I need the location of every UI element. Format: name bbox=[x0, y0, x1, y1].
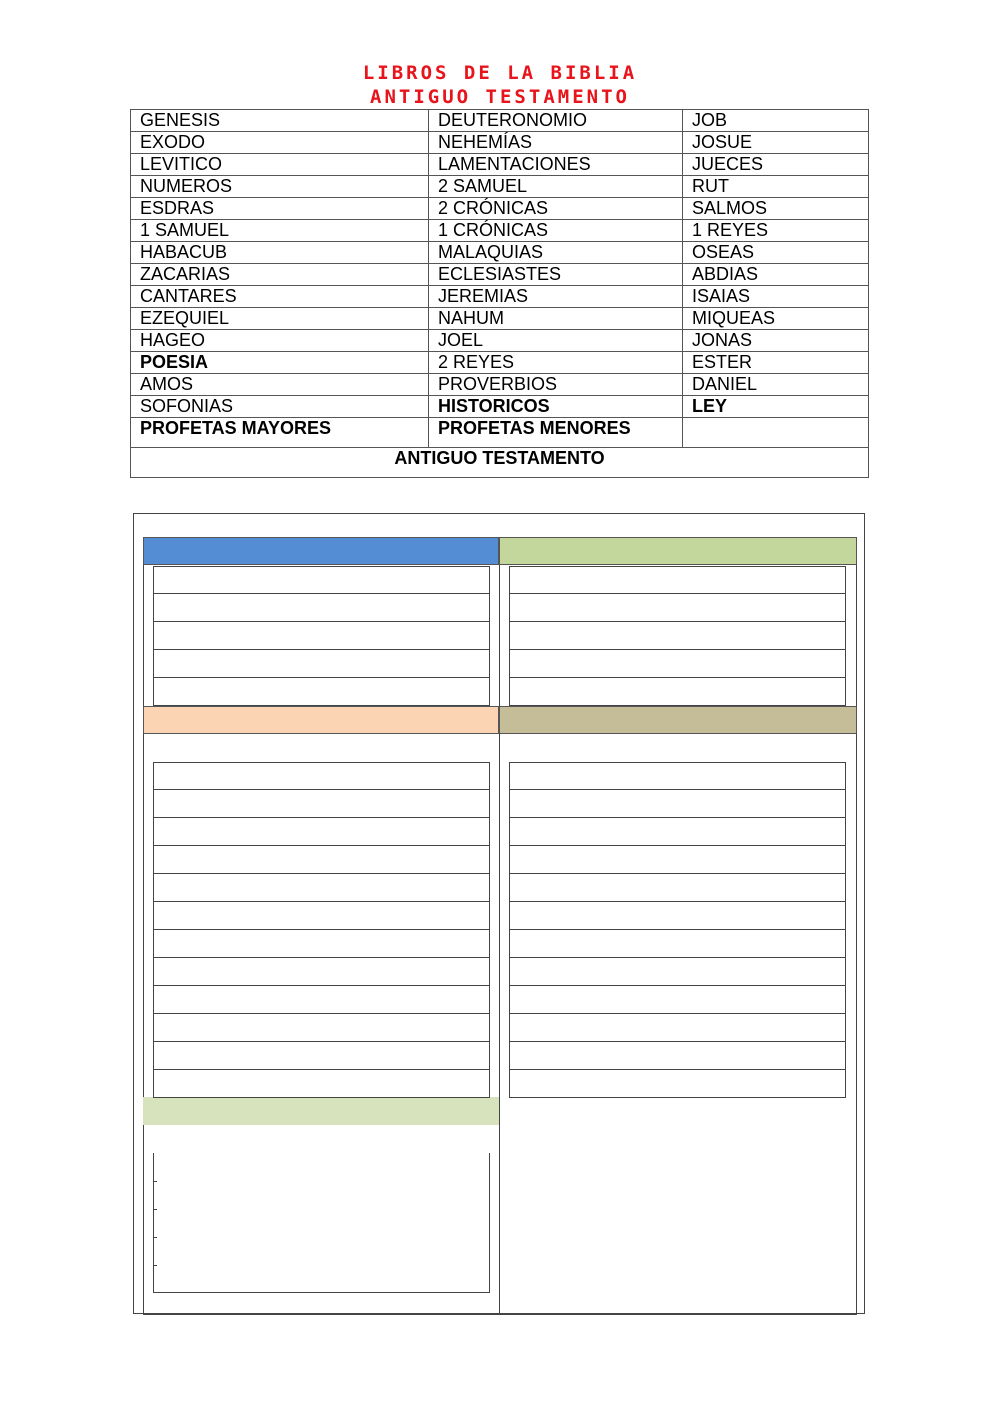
table-cell[interactable]: JOSUE bbox=[683, 132, 869, 154]
table-cell[interactable]: PROFETAS MENORES bbox=[429, 418, 683, 448]
answer-slot[interactable] bbox=[153, 846, 490, 874]
answer-slot[interactable] bbox=[509, 1042, 846, 1070]
answer-slot[interactable] bbox=[153, 566, 490, 594]
answer-slot[interactable] bbox=[509, 650, 846, 678]
drop-zone-header-green[interactable] bbox=[499, 537, 857, 565]
table-cell[interactable]: LEY bbox=[683, 396, 869, 418]
answer-slot[interactable] bbox=[509, 594, 846, 622]
table-cell[interactable]: RUT bbox=[683, 176, 869, 198]
table-row bbox=[131, 418, 869, 448]
table-cell[interactable]: 1 CRÓNICAS bbox=[429, 220, 683, 242]
slot-tick bbox=[153, 1181, 157, 1182]
drop-zone-header-blue[interactable] bbox=[143, 537, 499, 565]
answer-slots-lightgreen[interactable] bbox=[153, 1153, 490, 1293]
table-cell[interactable]: ABDIAS bbox=[683, 264, 869, 286]
table-cell[interactable]: HAGEO bbox=[131, 330, 429, 352]
table-cell[interactable]: JOEL bbox=[429, 330, 683, 352]
answer-slots-khaki bbox=[509, 762, 846, 1098]
answer-slot[interactable] bbox=[509, 874, 846, 902]
drop-zone-header-khaki[interactable] bbox=[499, 706, 857, 734]
table-cell[interactable]: LAMENTACIONES bbox=[429, 154, 683, 176]
answer-slot[interactable] bbox=[153, 622, 490, 650]
table-row bbox=[131, 220, 869, 242]
table-cell[interactable]: ZACARIAS bbox=[131, 264, 429, 286]
table-row bbox=[131, 308, 869, 330]
table-cell[interactable]: 2 SAMUEL bbox=[429, 176, 683, 198]
table-cell[interactable]: NUMEROS bbox=[131, 176, 429, 198]
table-cell[interactable]: DANIEL bbox=[683, 374, 869, 396]
answer-slot[interactable] bbox=[153, 986, 490, 1014]
table-cell[interactable]: EZEQUIEL bbox=[131, 308, 429, 330]
answer-slot[interactable] bbox=[509, 1070, 846, 1098]
answer-slot[interactable] bbox=[153, 594, 490, 622]
table-cell[interactable]: DEUTERONOMIO bbox=[429, 110, 683, 132]
answer-slot[interactable] bbox=[509, 818, 846, 846]
answer-slot[interactable] bbox=[509, 790, 846, 818]
table-cell[interactable]: HABACUB bbox=[131, 242, 429, 264]
table-cell[interactable]: 2 REYES bbox=[429, 352, 683, 374]
slot-tick bbox=[153, 1265, 157, 1266]
answer-slot[interactable] bbox=[153, 958, 490, 986]
answer-slot[interactable] bbox=[153, 762, 490, 790]
drop-zone-header-peach[interactable] bbox=[143, 706, 499, 734]
table-cell[interactable]: POESIA bbox=[131, 352, 429, 374]
table-footer: ANTIGUO TESTAMENTO bbox=[131, 448, 869, 478]
answer-slot[interactable] bbox=[153, 678, 490, 706]
table-row bbox=[131, 176, 869, 198]
table-cell[interactable]: CANTARES bbox=[131, 286, 429, 308]
table-cell[interactable]: LEVITICO bbox=[131, 154, 429, 176]
table-cell[interactable]: EXODO bbox=[131, 132, 429, 154]
answer-slot[interactable] bbox=[509, 622, 846, 650]
answer-slot[interactable] bbox=[153, 818, 490, 846]
answer-slot[interactable] bbox=[509, 930, 846, 958]
table-row bbox=[131, 374, 869, 396]
table-row bbox=[131, 264, 869, 286]
table-row bbox=[131, 286, 869, 308]
table-row bbox=[131, 352, 869, 374]
slot-tick bbox=[153, 1209, 157, 1210]
table-cell[interactable]: NAHUM bbox=[429, 308, 683, 330]
table-cell[interactable]: PROFETAS MAYORES bbox=[131, 418, 429, 448]
answer-slot[interactable] bbox=[509, 762, 846, 790]
answer-slot[interactable] bbox=[153, 1014, 490, 1042]
table-footer-row bbox=[131, 448, 869, 478]
table-cell[interactable]: PROVERBIOS bbox=[429, 374, 683, 396]
table-cell[interactable]: MALAQUIAS bbox=[429, 242, 683, 264]
answer-slots-blue bbox=[153, 566, 490, 706]
slot-tick bbox=[153, 1237, 157, 1238]
answer-slot[interactable] bbox=[509, 1014, 846, 1042]
table-row bbox=[131, 132, 869, 154]
table-row bbox=[131, 154, 869, 176]
table-cell[interactable]: SALMOS bbox=[683, 198, 869, 220]
table-cell[interactable]: MIQUEAS bbox=[683, 308, 869, 330]
table-cell[interactable]: NEHEMÍAS bbox=[429, 132, 683, 154]
table-row bbox=[131, 110, 869, 132]
table-row bbox=[131, 198, 869, 220]
answer-slot[interactable] bbox=[153, 1070, 490, 1098]
table-row bbox=[131, 330, 869, 352]
answer-slot[interactable] bbox=[153, 790, 490, 818]
answer-slot[interactable] bbox=[509, 678, 846, 706]
table-cell[interactable]: ISAIAS bbox=[683, 286, 869, 308]
answer-slot[interactable] bbox=[153, 902, 490, 930]
table-row bbox=[131, 396, 869, 418]
table-cell[interactable]: ESTER bbox=[683, 352, 869, 374]
answer-slot[interactable] bbox=[509, 986, 846, 1014]
table-cell[interactable]: 1 REYES bbox=[683, 220, 869, 242]
worksheet-title-line2: ANTIGUO TESTAMENTO bbox=[370, 86, 630, 108]
table-cell[interactable]: OSEAS bbox=[683, 242, 869, 264]
table-cell[interactable]: AMOS bbox=[131, 374, 429, 396]
drop-zone-header-lightgreen[interactable] bbox=[143, 1097, 499, 1125]
table-cell[interactable]: 2 CRÓNICAS bbox=[429, 198, 683, 220]
table-cell[interactable]: JONAS bbox=[683, 330, 869, 352]
worksheet-title-line1: LIBROS DE LA BIBLIA bbox=[362, 62, 638, 84]
answer-slot[interactable] bbox=[153, 1042, 490, 1070]
table-cell[interactable]: JOB bbox=[683, 110, 869, 132]
table-cell[interactable]: ESDRAS bbox=[131, 198, 429, 220]
answer-slot[interactable] bbox=[509, 566, 846, 594]
table-row bbox=[131, 242, 869, 264]
answer-slot[interactable] bbox=[509, 846, 846, 874]
answer-slot[interactable] bbox=[153, 930, 490, 958]
table-cell[interactable]: HISTORICOS bbox=[429, 396, 683, 418]
table-cell[interactable]: ECLESIASTES bbox=[429, 264, 683, 286]
table-cell[interactable]: GENESIS bbox=[131, 110, 429, 132]
table-cell[interactable]: SOFONIAS bbox=[131, 396, 429, 418]
answer-slot[interactable] bbox=[153, 874, 490, 902]
table-cell[interactable] bbox=[683, 418, 869, 448]
answer-slots-peach bbox=[153, 762, 490, 1098]
answer-slot[interactable] bbox=[509, 958, 846, 986]
answer-slot[interactable] bbox=[153, 650, 490, 678]
books-table bbox=[130, 109, 869, 478]
column-divider bbox=[499, 537, 500, 1315]
answer-slot[interactable] bbox=[509, 902, 846, 930]
table-cell[interactable]: JUECES bbox=[683, 154, 869, 176]
answer-slots-green bbox=[509, 566, 846, 706]
table-cell[interactable]: 1 SAMUEL bbox=[131, 220, 429, 242]
table-cell[interactable]: JEREMIAS bbox=[429, 286, 683, 308]
